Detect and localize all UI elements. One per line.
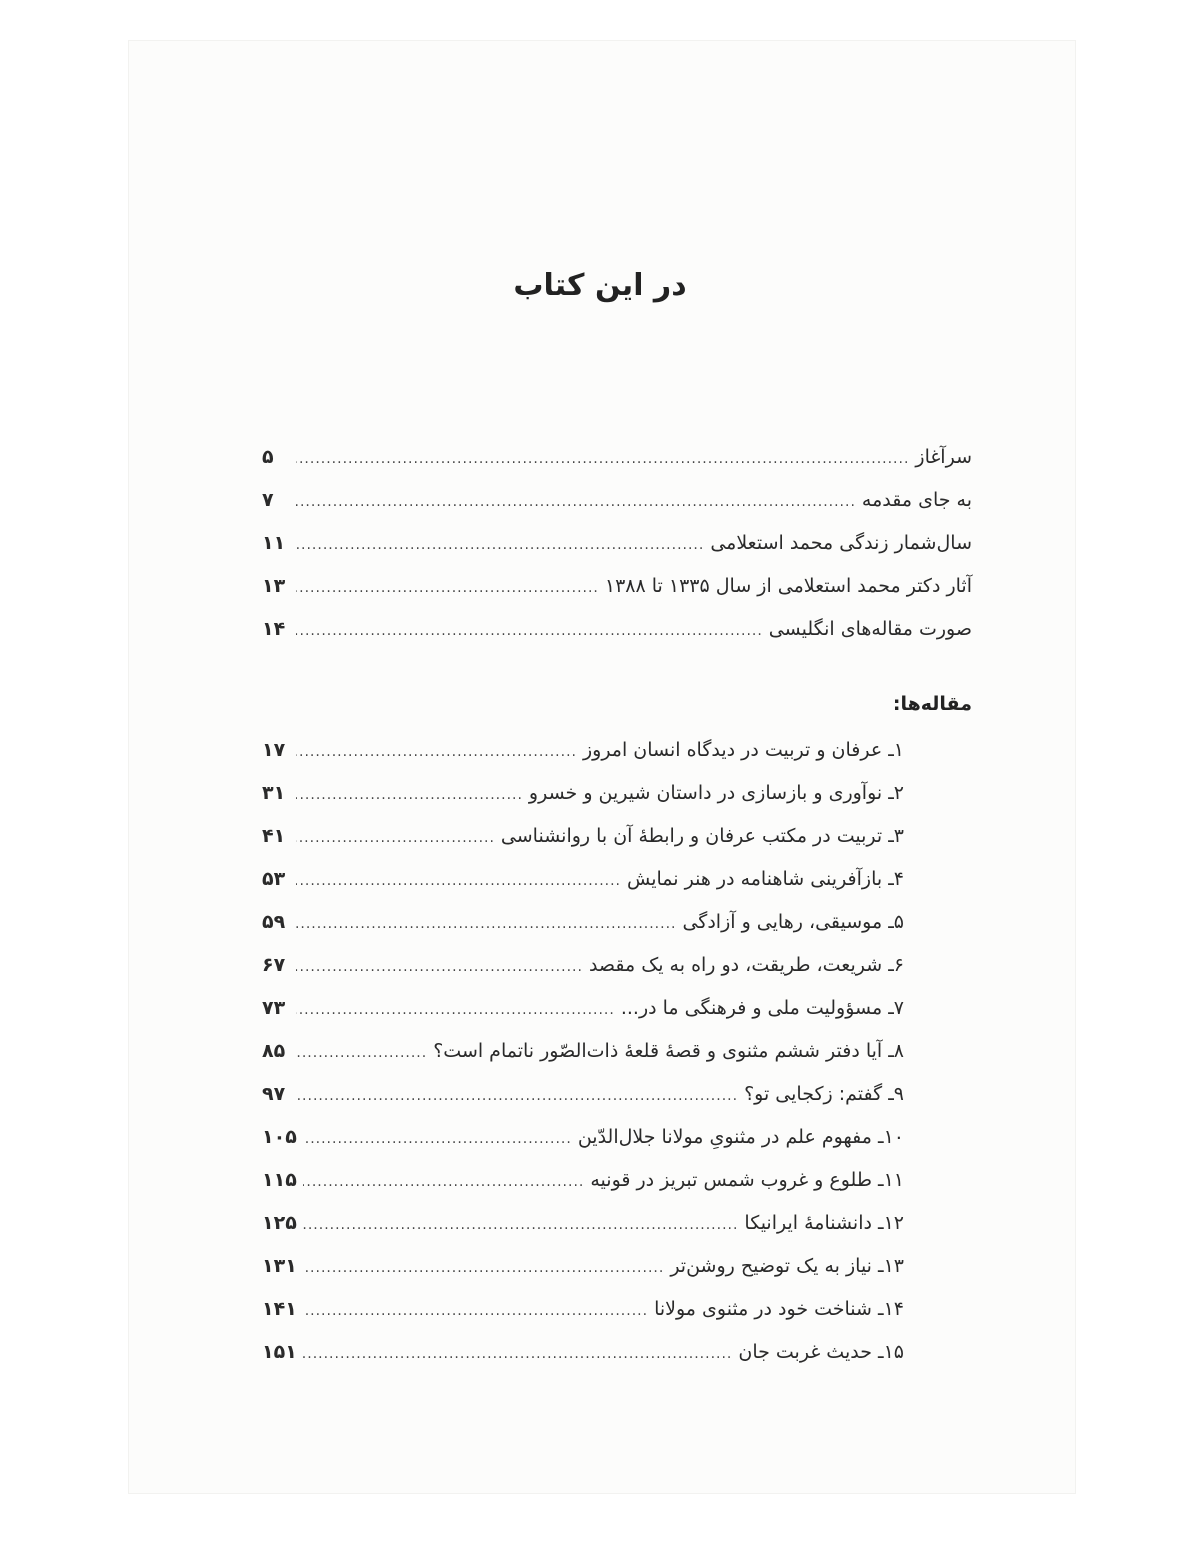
article-entry-label: ۴ـ بازآفرینی شاهنامه در هنر نمایش [627,868,904,890]
article-entry [262,1117,904,1157]
article-page-number: ۱۱۵ [262,1169,297,1191]
dot-leader [303,1162,585,1202]
article-entry-label: ۲ـ نوآوری و بازسازی در داستان شیرین و خسرو [528,782,904,804]
page-title: در این کتاب [513,268,687,303]
dot-leader [296,732,577,772]
article-entry-label: ۱۵ـ حدیث غربت جان [738,1341,904,1363]
article-entry-label: ۱۰ـ مفهوم علم در مثنویِ مولانا جلال‌الدّین [577,1126,904,1148]
article-page-number: ۹۷ [262,1083,286,1105]
toc-entry [262,437,972,477]
article-entry [262,1031,904,1071]
dot-leader [303,1205,739,1245]
article-page-number: ۸۵ [262,1040,286,1062]
toc-entry [262,566,972,606]
toc-entry [262,609,972,649]
article-entry [262,859,904,899]
article-entry-label: ۵ـ موسیقی، رهایی و آزادگی [682,911,904,933]
toc-entry-label: سال‌شمار زندگی محمد استعلامی [710,532,972,554]
article-entry [262,902,904,942]
article-entry-label: ۱۳ـ نیاز به یک توضیح روشن‌تر [670,1255,904,1277]
toc-page-number: ۱۱ [262,532,286,554]
article-page-number: ۶۷ [262,954,286,976]
article-page-number: ۱۲۵ [262,1212,297,1234]
article-entry [262,1332,904,1372]
dot-leader [296,1033,427,1073]
article-page-number: ۷۳ [262,997,286,1019]
article-entry-label: ۱۴ـ شناخت خود در مثنوی مولانا [654,1298,904,1320]
article-entry [262,1074,904,1114]
article-page-number: ۱۰۵ [262,1126,297,1148]
article-entry [262,1203,904,1243]
dot-leader [296,525,704,565]
article-entry-label: ۶ـ شریعت، طریقت، دو راه به یک مقصد [588,954,904,976]
dot-leader [296,1076,738,1116]
article-page-number: ۳۱ [262,782,286,804]
article-entry [262,816,904,856]
article-entry [262,1289,904,1329]
dot-leader [296,990,615,1030]
article-entry [262,730,904,770]
articles-heading: مقاله‌ها: [892,693,972,715]
toc-entry-label: صورت مقاله‌های انگلیسی [768,618,972,640]
article-page-number: ۵۳ [262,868,286,890]
dot-leader [296,818,495,858]
dot-leader [296,568,599,608]
toc-page-number: ۵ [262,446,274,468]
toc-entry-label: سرآغاز [915,446,972,468]
dot-leader [303,1248,665,1288]
dot-leader [303,1119,572,1159]
toc-entry-label: آثار دکتر محمد استعلامی از سال ۱۳۳۵ تا ۱۳۸۸ [604,575,972,597]
dot-leader [303,1334,733,1374]
article-entry-label: ۹ـ گفتم: زکجایی تو؟ [744,1083,904,1105]
dot-leader [296,775,523,815]
dot-leader [296,904,676,944]
toc-entry [262,523,972,563]
article-entry-label: ۷ـ مسؤولیت ملی و فرهنگی ما در... [620,997,904,1019]
article-entry [262,773,904,813]
article-entry [262,1160,904,1200]
article-page-number: ۵۹ [262,911,286,933]
article-page-number: ۱۴۱ [262,1298,297,1320]
article-entry [262,988,904,1028]
article-entry-label: ۱۱ـ طلوع و غروب شمس تبریز در قونیه [590,1169,904,1191]
article-entry [262,1246,904,1286]
toc-page-number: ۷ [262,489,274,511]
article-entry-label: ۱۲ـ دانشنامهٔ ایرانیکا [744,1212,904,1234]
dot-leader [296,861,621,901]
toc-entry [262,480,972,520]
dot-leader [296,611,763,651]
dot-leader [296,482,856,522]
article-entry-label: ۳ـ تربیت در مکتب عرفان و رابطهٔ آن با روانشناسی [500,825,904,847]
article-page-number: ۴۱ [262,825,286,847]
toc-entry-label: به جای مقدمه [861,489,972,511]
article-page-number: ۱۷ [262,739,286,761]
dot-leader [296,947,583,987]
toc-page-number: ۱۳ [262,575,286,597]
article-page-number: ۱۵۱ [262,1341,297,1363]
dot-leader [296,439,909,479]
article-entry-label: ۱ـ عرفان و تربیت در دیدگاه انسان امروز [582,739,904,761]
toc-page-number: ۱۴ [262,618,286,640]
dot-leader [303,1291,648,1331]
article-page-number: ۱۳۱ [262,1255,297,1277]
article-entry [262,945,904,985]
article-entry-label: ۸ـ آیا دفتر ششم مثنوی و قصهٔ قلعهٔ ذات‌الصّور ناتمام است؟ [433,1040,904,1062]
